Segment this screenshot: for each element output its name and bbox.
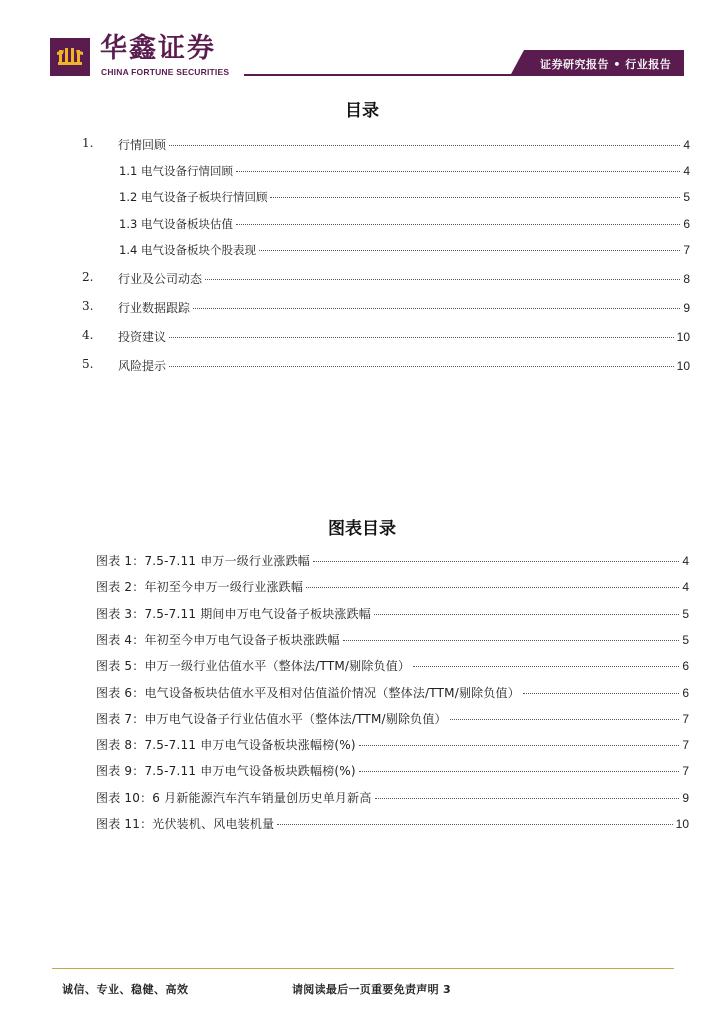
- figure-page-number: 10: [675, 817, 689, 831]
- figure-list-entry[interactable]: [96, 815, 689, 831]
- toc-title: 目录: [345, 101, 379, 121]
- dot-leader: [205, 279, 680, 280]
- toc-entry-label: 行业及公司动态: [118, 272, 203, 286]
- dot-leader: [450, 719, 680, 720]
- figure-entry-label: 图表 5：申万一级行业估值水平（整体法/TTM/剔除负值）: [96, 659, 411, 674]
- figure-page-number: 7: [682, 764, 689, 779]
- toc-section-number: 2.: [82, 270, 94, 284]
- toc-entry-label: 投资建议: [118, 330, 167, 344]
- toc-entry-label: 1.3 电气设备板块估值: [119, 217, 233, 231]
- dot-leader: [259, 250, 680, 251]
- figure-list-entry[interactable]: [96, 789, 689, 805]
- figure-list-entry[interactable]: [96, 762, 689, 778]
- figure-page-number: 6: [682, 685, 689, 700]
- brand-name: 华鑫证券: [100, 33, 216, 64]
- toc-section-number: 4.: [82, 328, 94, 342]
- toc-entry-label: 风险提示: [118, 359, 167, 373]
- figure-list-entry[interactable]: [96, 710, 689, 726]
- dot-leader: [236, 171, 680, 172]
- dot-leader: [343, 640, 680, 641]
- toc-section-number: 5.: [82, 357, 94, 371]
- toc-entry-label: 行情回顾: [118, 138, 167, 152]
- figure-entry-label: 图表 10：6 月新能源汽车汽车销量创历史单月新高: [96, 790, 372, 805]
- dot-leader: [523, 693, 679, 694]
- figure-list-entry[interactable]: [96, 552, 689, 568]
- figure-entry-label: 图表 6：电气设备板块估值水平及相对估值溢价情况（整体法/TTM/剔除负值）: [96, 685, 520, 700]
- toc-entry-label: 1.2 电气设备子板块行情回顾: [119, 190, 268, 204]
- dot-leader: [193, 308, 680, 309]
- figure-list-entry[interactable]: [96, 631, 689, 647]
- toc-page-number: 10: [676, 359, 690, 373]
- figure-page-number: 6: [682, 659, 689, 674]
- toc-subsection-entry[interactable]: [119, 163, 690, 179]
- dot-leader: [375, 798, 680, 799]
- toc-section-number: 1.: [82, 136, 94, 150]
- toc-section-entry[interactable]: [82, 299, 690, 315]
- company-logo: [50, 38, 90, 76]
- dot-leader: [359, 771, 680, 772]
- toc-page-number: 7: [683, 243, 690, 257]
- dot-leader: [359, 745, 680, 746]
- toc-section-entry[interactable]: [82, 328, 690, 344]
- toc-page-number: 10: [676, 330, 690, 344]
- figure-entry-label: 图表 7：申万电气设备子行业估值水平（整体法/TTM/剔除负值）: [96, 711, 447, 726]
- figure-entry-label: 图表 9：7.5-7.11 申万电气设备板块跌幅榜(%): [96, 764, 356, 779]
- dot-leader: [169, 145, 680, 146]
- dot-leader: [277, 824, 672, 825]
- toc-page-number: 8: [683, 272, 690, 286]
- figure-page-number: 4: [682, 554, 689, 568]
- footer-disclaimer: 请阅读最后一页重要免责声明 3: [292, 983, 451, 996]
- dot-leader: [413, 666, 679, 667]
- toc-subsection-entry[interactable]: [119, 216, 690, 232]
- footer-divider: [52, 968, 674, 969]
- toc-page-number: 4: [683, 164, 690, 178]
- dot-leader: [374, 614, 679, 615]
- toc-entry-label: 行业数据跟踪: [118, 301, 191, 315]
- figure-page-number: 7: [682, 711, 689, 726]
- toc-page-number: 6: [683, 217, 690, 231]
- figure-list-entry[interactable]: [96, 657, 689, 673]
- footer-motto: 诚信、专业、稳健、高效: [62, 983, 189, 996]
- figure-page-number: 5: [682, 632, 689, 647]
- toc-subsection-entry[interactable]: [119, 189, 690, 205]
- figure-list-title: 图表目录: [328, 519, 396, 539]
- toc-section-entry[interactable]: [82, 270, 690, 286]
- figure-list-entry[interactable]: [96, 605, 689, 621]
- dot-leader: [313, 561, 679, 562]
- brand-name-english: CHINA FORTUNE SECURITIES: [101, 67, 230, 77]
- dot-leader: [270, 197, 680, 198]
- toc-subsection-entry[interactable]: [119, 242, 690, 258]
- figure-page-number: 5: [682, 606, 689, 621]
- report-type-label: 证券研究报告 • 行业报告: [540, 58, 672, 71]
- figure-entry-label: 图表 2：年初至今申万一级行业涨跌幅: [96, 580, 304, 595]
- figure-page-number: 9: [682, 790, 689, 805]
- dot-leader: [169, 366, 674, 367]
- torch-icon: [50, 38, 90, 76]
- figure-page-number: 7: [682, 738, 689, 753]
- toc-section-entry[interactable]: [82, 136, 690, 152]
- figure-list-entry[interactable]: [96, 578, 689, 594]
- figure-entry-label: 图表 1：7.5-7.11 申万一级行业涨跌幅: [96, 554, 310, 568]
- toc-section-entry[interactable]: [82, 357, 690, 373]
- toc-page-number: 5: [683, 190, 690, 204]
- dot-leader: [306, 587, 679, 588]
- dot-leader: [236, 224, 680, 225]
- figure-entry-label: 图表 8：7.5-7.11 申万电气设备板块涨幅榜(%): [96, 738, 356, 753]
- figure-entry-label: 图表 3：7.5-7.11 期间申万电气设备子板块涨跌幅: [96, 606, 371, 621]
- toc-section-number: 3.: [82, 299, 94, 313]
- toc-entry-label: 1.4 电气设备板块个股表现: [119, 243, 256, 257]
- figure-entry-label: 图表 11：光伏装机、风电装机量: [96, 817, 275, 831]
- figure-list-entry[interactable]: [96, 684, 689, 700]
- toc-entry-label: 1.1 电气设备行情回顾: [119, 164, 233, 178]
- figure-list-entry[interactable]: [96, 736, 689, 752]
- toc-page-number: 4: [683, 138, 690, 152]
- figure-entry-label: 图表 4：年初至今申万电气设备子板块涨跌幅: [96, 632, 340, 647]
- toc-page-number: 9: [683, 301, 690, 315]
- dot-leader: [169, 337, 674, 338]
- figure-page-number: 4: [682, 580, 689, 595]
